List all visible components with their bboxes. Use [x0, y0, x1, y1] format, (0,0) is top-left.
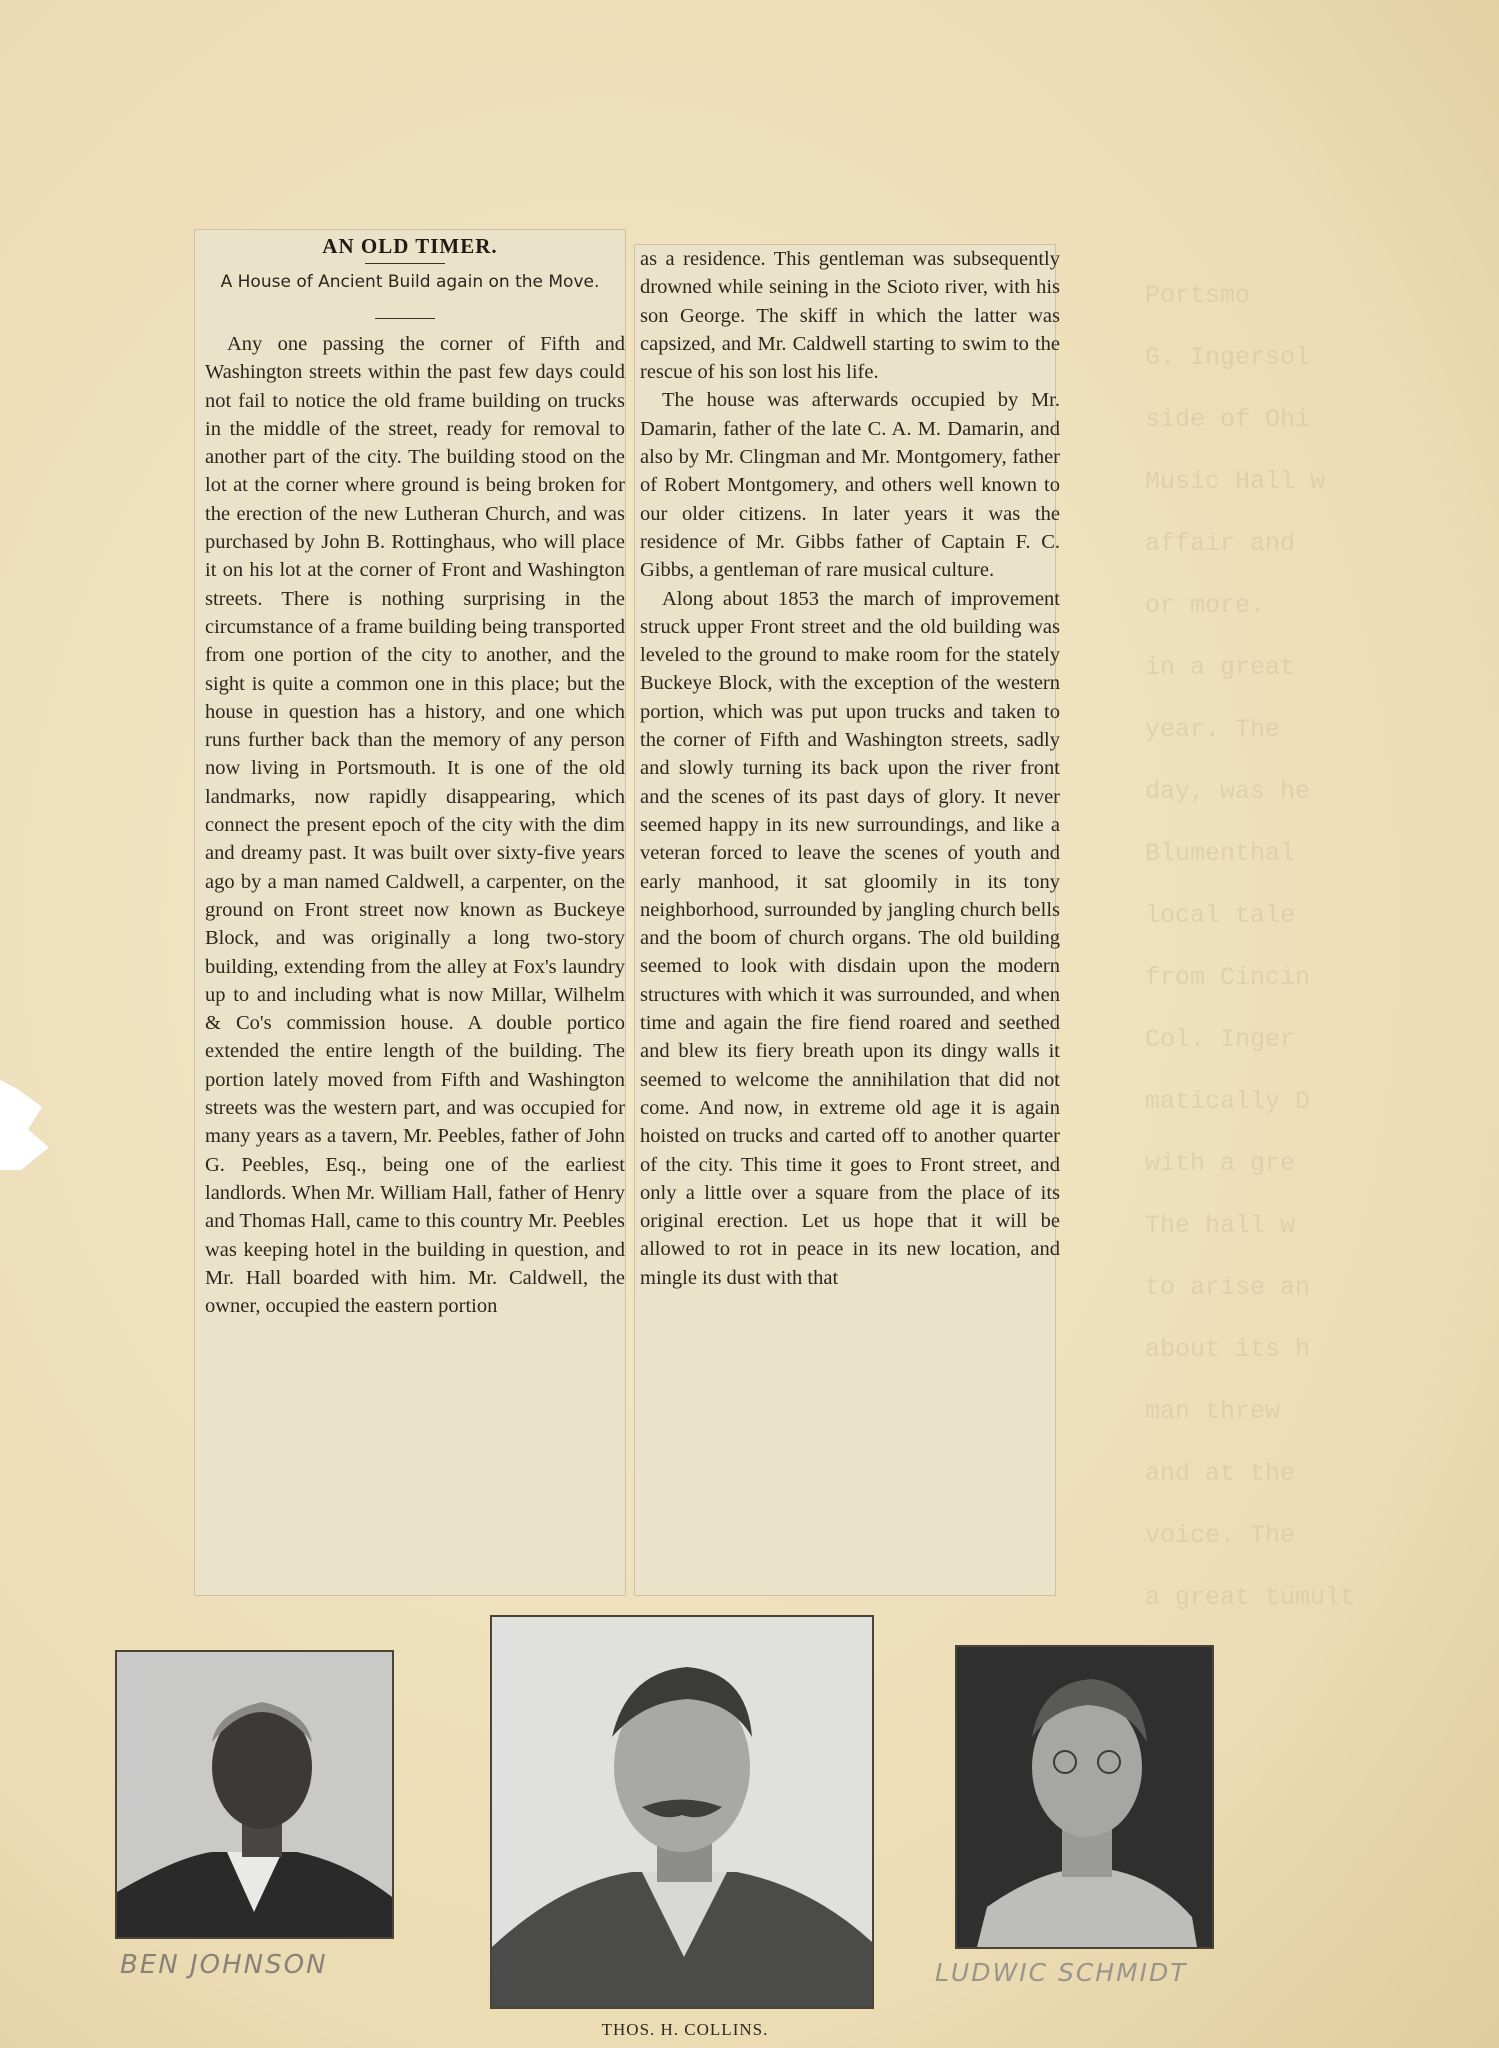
bleed-through-line: in a great — [1145, 653, 1296, 682]
bleed-through-line: from Cincin — [1145, 963, 1311, 992]
bleed-through-line: matically D — [1145, 1087, 1311, 1116]
bleed-through-line: day, was he — [1145, 777, 1311, 806]
article-column-right — [640, 245, 1060, 1292]
article-headline: AN OLD TIMER. — [322, 234, 498, 258]
bleed-through-line: voice. The — [1145, 1521, 1296, 1550]
bleed-through-line: a great tumult — [1145, 1583, 1356, 1612]
bleed-through-line: affair and — [1145, 529, 1296, 558]
bleed-through-line: or more. — [1145, 591, 1266, 620]
bleed-through-line: local tale — [1145, 901, 1296, 930]
article-subheadline: A House of Ancient Build again on the Move. — [220, 272, 600, 292]
portrait-image — [957, 1647, 1212, 1947]
article-column-left — [205, 330, 625, 1320]
bleed-through-line: year. The — [1145, 715, 1281, 744]
bleed-through-line: side of Ohi — [1145, 405, 1311, 434]
portrait-photo-johnson — [115, 1650, 394, 1939]
portrait-image — [117, 1652, 392, 1937]
bleed-through-line: about its h — [1145, 1335, 1311, 1364]
article-paragraph: The house was afterwards occupied by Mr. Damarin, father of the late C. A. M. Damarin, and also by Mr. Clingman and Mr. Montgomery, father of Robert Montgomery, and others well known to our older citizens. In later years it was the residence of Mr. Gibbs father of Captain F. C. Gibbs, a gentleman of rare musical culture. — [640, 389, 1060, 582]
bleed-through-text — [1145, 265, 1499, 1629]
bleed-through-line: Col. Inger — [1145, 1025, 1296, 1054]
bleed-through-line: The hall w — [1145, 1211, 1296, 1240]
portrait-photo-collins — [490, 1615, 874, 2009]
bleed-through-line: with a gre — [1145, 1149, 1296, 1178]
subhead-rule — [375, 318, 435, 319]
photo-caption-johnson: BEN JOHNSON — [120, 1950, 328, 1980]
bleed-through-line: man threw — [1145, 1397, 1281, 1426]
article-paragraph: Any one passing the corner of Fifth and Washington streets within the past few days could not fail to notice the old frame building on trucks in the middle of the street, ready for removal to another part of the city. The building stood on the lot at the corner where ground is being broken for the erection of the new Lutheran Church, and was purchased by John B. Rottinghaus, who will place it on his lot at the corner of Front and Washington streets. There is nothing surprising in the circumstance of a frame building being transported from one portion of the city to another, and the sight is quite a common one in this place; but the house in question has a history, and one which runs further back than the memory of any person now living in Portsmouth. It is one of the old landmarks, now rapidly disappearing, which connect the present epoch of the city with the dim and dreamy past. It was built over sixty-five years ago by a man named Caldwell, a carpenter, on the ground on Front street now known as Buckeye Block, and was originally a long two-story building, extending from the alley at Fox's laundry up to and including what is now Millar, Wilhelm & Co's commission house. A double portico extended the entire length of the building. The portion lately moved from Fifth and Washington streets was the western part, and was occupied for many years as a tavern, Mr. Peebles, father of John G. Peebles, Esq., being one of the earliest landlords. When Mr. William Hall, father of Henry and Thomas Hall, came to this country Mr. Peebles was keeping hotel in the building in question, and Mr. Hall boarded with him. Mr. Caldwell, the owner, occupied the eastern portion — [205, 333, 625, 1318]
headline-rule — [365, 263, 445, 264]
bleed-through-line: and at the — [1145, 1459, 1296, 1488]
portrait-photo-schmidt — [955, 1645, 1214, 1949]
bleed-through-line: Portsmo — [1145, 281, 1251, 310]
bleed-through-line: to arise an — [1145, 1273, 1311, 1302]
bleed-through-line: Music Hall w — [1145, 467, 1326, 496]
photo-caption-collins: THOS. H. COLLINS. — [601, 2020, 769, 2039]
photo-caption-schmidt: LUDWIC SCHMIDT — [935, 1958, 1188, 1987]
article-paragraph: as a residence. This gentleman was subsequently drowned while seining in the Scioto river, with his son George. The skiff in which the latter was capsized, and Mr. Caldwell starting to swim to the rescue of his son lost his life. — [640, 248, 1060, 384]
torn-edge — [0, 1080, 70, 1170]
article-paragraph: Along about 1853 the march of improvement struck upper Front street and the old building was leveled to the ground to make room for the stately Buckeye Block, with the exception of the western portion, which was put upon trucks and taken to the corner of Fifth and Washington streets, sadly and slowly turning its back upon the river front and the scenes of its past days of glory. It never seemed happy in its new surroundings, and like a veteran forced to leave the scenes of youth and early manhood, it sat gloomily in its tony neighborhood, surrounded by jangling church bells and the boom of church organs. The old building seemed to look with disdain upon the modern structures with which it was surrounded, and when time and again the fire fiend roared and seethed and blew its fiery breath upon its dingy walls it seemed to welcome the annihilation that did not come. And now, in extreme old age it is again hoisted on trucks and carted off to another quarter of the city. This time it goes to Front street, and only a little over a square from the place of its original erection. Let us hope that it will be allowed to rot in peace in its new location, and mingle its dust with that — [640, 587, 1060, 1289]
portrait-image — [492, 1617, 872, 2007]
bleed-through-line: G. Ingersol — [1145, 343, 1311, 372]
bleed-through-line: Blumenthal — [1145, 839, 1296, 868]
